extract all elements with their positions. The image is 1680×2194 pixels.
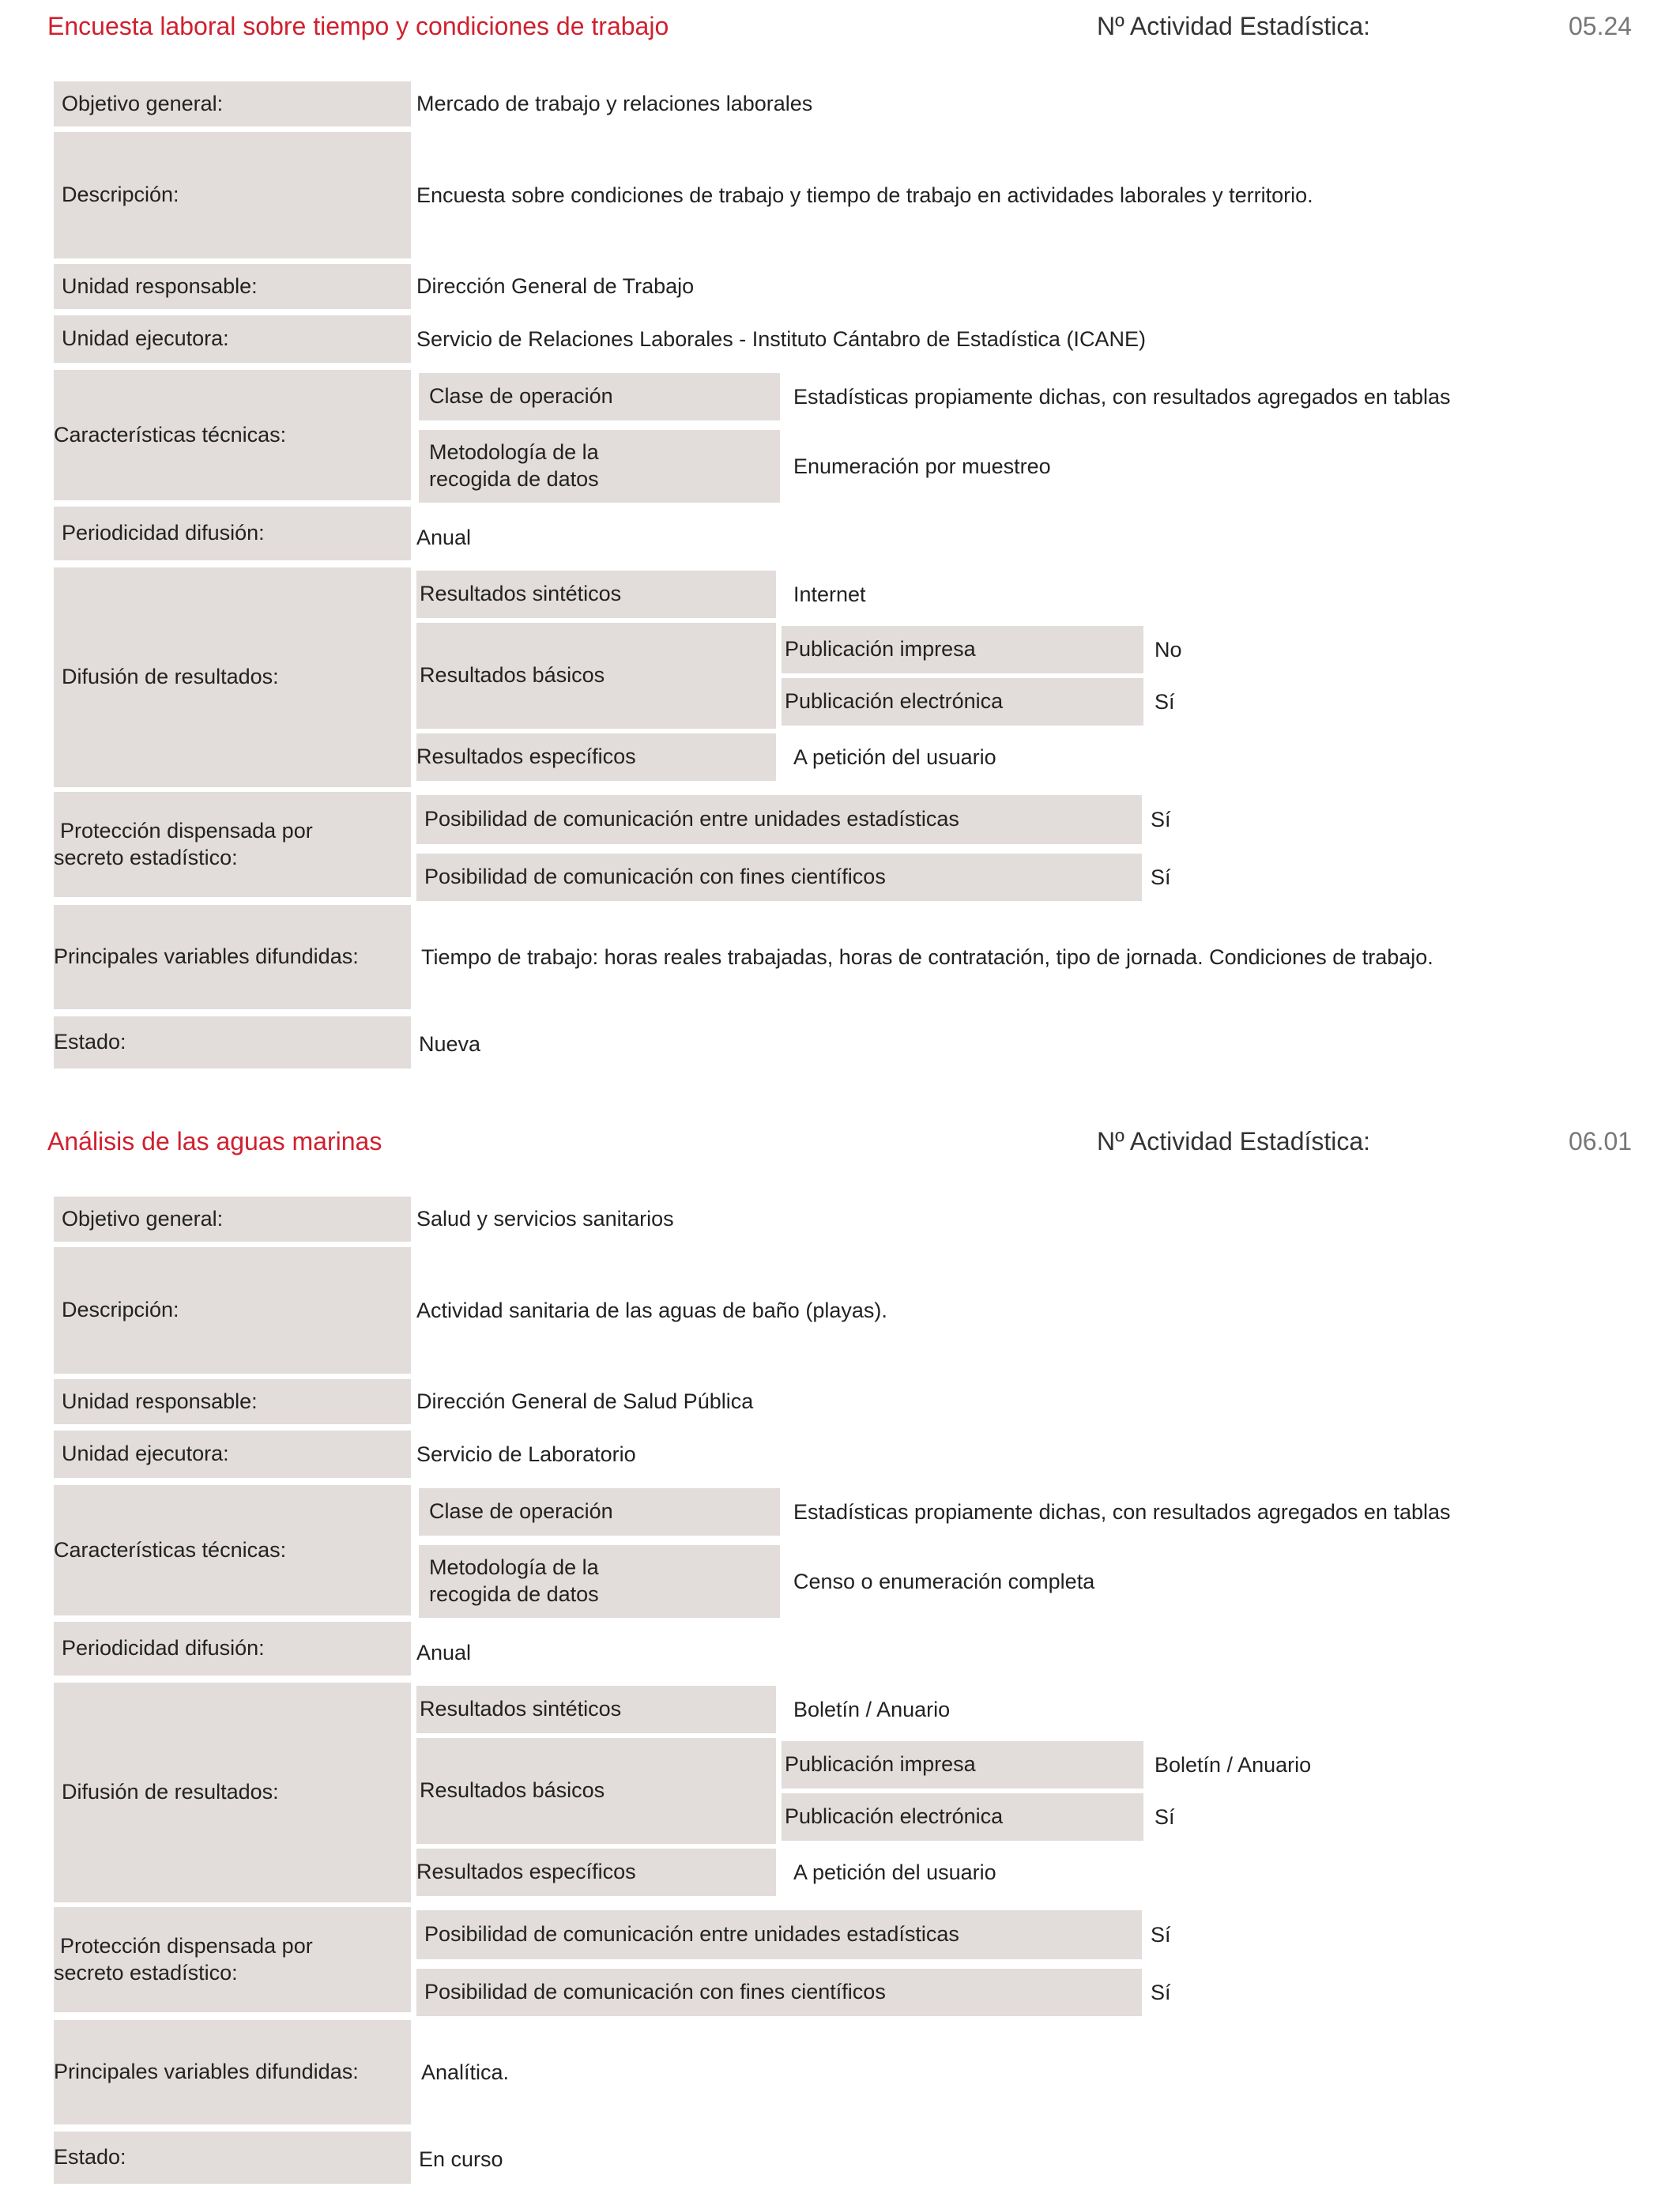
objetivo-label: Objetivo general: [54, 1197, 411, 1242]
resultados-especificos-label: Resultados específicos [416, 733, 776, 781]
variables-label: Principales variables difundidas: [54, 2020, 411, 2124]
comunicacion-cientificos-label: Posibilidad de comunicación con fines científicos [416, 1969, 1142, 2016]
unidad-ejecutora-value: Servicio de Laboratorio [416, 1442, 636, 1466]
activity-number: 05.24 [1569, 12, 1633, 40]
publicacion-electronica-value: Sí [1155, 1804, 1175, 1829]
unidad-ejecutora-label: Unidad ejecutora: [54, 315, 411, 363]
objetivo-value: Mercado de trabajo y relaciones laborales [416, 92, 813, 115]
comunicacion-unidades-value: Sí [1151, 807, 1171, 831]
unidad-responsable-value: Dirección General de Trabajo [416, 274, 695, 298]
clase-operacion-value: Estadísticas propiamente dichas, con resultados agregados en tablas [793, 1499, 1451, 1524]
record-2 [0, 1115, 1680, 2194]
comunicacion-cientificos-value: Sí [1151, 1980, 1171, 2004]
publicacion-electronica-value: Sí [1155, 689, 1175, 714]
comunicacion-unidades-label: Posibilidad de comunicación entre unidades estadísticas [416, 1910, 1142, 1959]
estado-value: En curso [419, 2147, 503, 2171]
resultados-sinteticos-label: Resultados sintéticos [416, 1686, 776, 1733]
resultados-sinteticos-value: Internet [793, 582, 866, 606]
record-title: Análisis de las aguas marinas [47, 1127, 382, 1155]
descripcion-value: Encuesta sobre condiciones de trabajo y tiempo de trabajo en actividades laborales y territorio. [416, 183, 1313, 207]
difusion-label: Difusión de resultados: [54, 1683, 411, 1902]
periodicidad-label: Periodicidad difusión: [54, 1622, 411, 1676]
variables-value: Analítica. [421, 2060, 510, 2084]
comunicacion-unidades-value: Sí [1151, 1922, 1171, 1947]
objetivo-label: Objetivo general: [54, 81, 411, 126]
periodicidad-value: Anual [416, 1640, 472, 1664]
publicacion-impresa-label: Publicación impresa [782, 626, 1143, 673]
objetivo-value: Salud y servicios sanitarios [416, 1207, 674, 1231]
variables-label: Principales variables difundidas: [54, 905, 411, 1009]
activity-number-label: Nº Actividad Estadística: [1097, 1127, 1371, 1155]
comunicacion-cientificos-value: Sí [1151, 865, 1171, 889]
metodologia-label: Metodología de la recogida de datos [419, 1545, 780, 1618]
periodicidad-label: Periodicidad difusión: [54, 507, 411, 560]
unidad-responsable-label: Unidad responsable: [54, 264, 411, 309]
metodologia-value: Censo o enumeración completa [793, 1569, 1095, 1593]
unidad-ejecutora-value: Servicio de Relaciones Laborales - Instituto Cántabro de Estadística (ICANE) [416, 326, 1146, 351]
clase-operacion-value: Estadísticas propiamente dichas, con resultados agregados en tablas [793, 384, 1451, 409]
activity-number: 06.01 [1569, 1127, 1633, 1155]
comunicacion-cientificos-label: Posibilidad de comunicación con fines científicos [416, 854, 1142, 901]
clase-operacion-label: Clase de operación [419, 1488, 780, 1536]
estado-value: Nueva [419, 1031, 481, 1056]
variables-value: Tiempo de trabajo: horas reales trabajadas, horas de contratación, tipo de jornada. Condiciones de trabajo. [421, 944, 1433, 969]
resultados-basicos-label: Resultados básicos [416, 1738, 776, 1844]
proteccion-label: Protección dispensada por secreto estadístico: [54, 792, 411, 897]
metodologia-value: Enumeración por muestreo [793, 454, 1051, 478]
publicacion-impresa-value: Boletín / Anuario [1155, 1752, 1312, 1777]
unidad-ejecutora-label: Unidad ejecutora: [54, 1431, 411, 1478]
publicacion-electronica-label: Publicación electrónica [782, 678, 1143, 726]
periodicidad-value: Anual [416, 525, 472, 549]
unidad-responsable-value: Dirección General de Salud Pública [416, 1389, 754, 1413]
estado-label: Estado: [54, 2132, 411, 2184]
metodologia-label: Metodología de la recogida de datos [419, 430, 780, 503]
descripcion-label: Descripción: [54, 132, 411, 258]
comunicacion-unidades-label: Posibilidad de comunicación entre unidades estadísticas [416, 795, 1142, 844]
descripcion-label: Descripción: [54, 1247, 411, 1374]
descripcion-value: Actividad sanitaria de las aguas de baño (playas). [416, 1298, 887, 1322]
activity-number-label: Nº Actividad Estadística: [1097, 12, 1371, 40]
resultados-especificos-label: Resultados específicos [416, 1849, 776, 1896]
proteccion-label: Protección dispensada por secreto estadístico: [54, 1907, 411, 2012]
resultados-especificos-value: A petición del usuario [793, 745, 996, 769]
record-title: Encuesta laboral sobre tiempo y condiciones de trabajo [47, 12, 669, 40]
publicacion-impresa-value: No [1155, 637, 1182, 662]
resultados-sinteticos-value: Boletín / Anuario [793, 1697, 951, 1721]
publicacion-impresa-label: Publicación impresa [782, 1741, 1143, 1789]
resultados-especificos-value: A petición del usuario [793, 1860, 996, 1884]
clase-operacion-label: Clase de operación [419, 373, 780, 420]
resultados-sinteticos-label: Resultados sintéticos [416, 571, 776, 618]
caracteristicas-label: Características técnicas: [54, 370, 411, 500]
publicacion-electronica-label: Publicación electrónica [782, 1793, 1143, 1841]
caracteristicas-label: Características técnicas: [54, 1485, 411, 1615]
estado-label: Estado: [54, 1016, 411, 1069]
resultados-basicos-label: Resultados básicos [416, 623, 776, 729]
unidad-responsable-label: Unidad responsable: [54, 1379, 411, 1424]
difusion-label: Difusión de resultados: [54, 567, 411, 787]
